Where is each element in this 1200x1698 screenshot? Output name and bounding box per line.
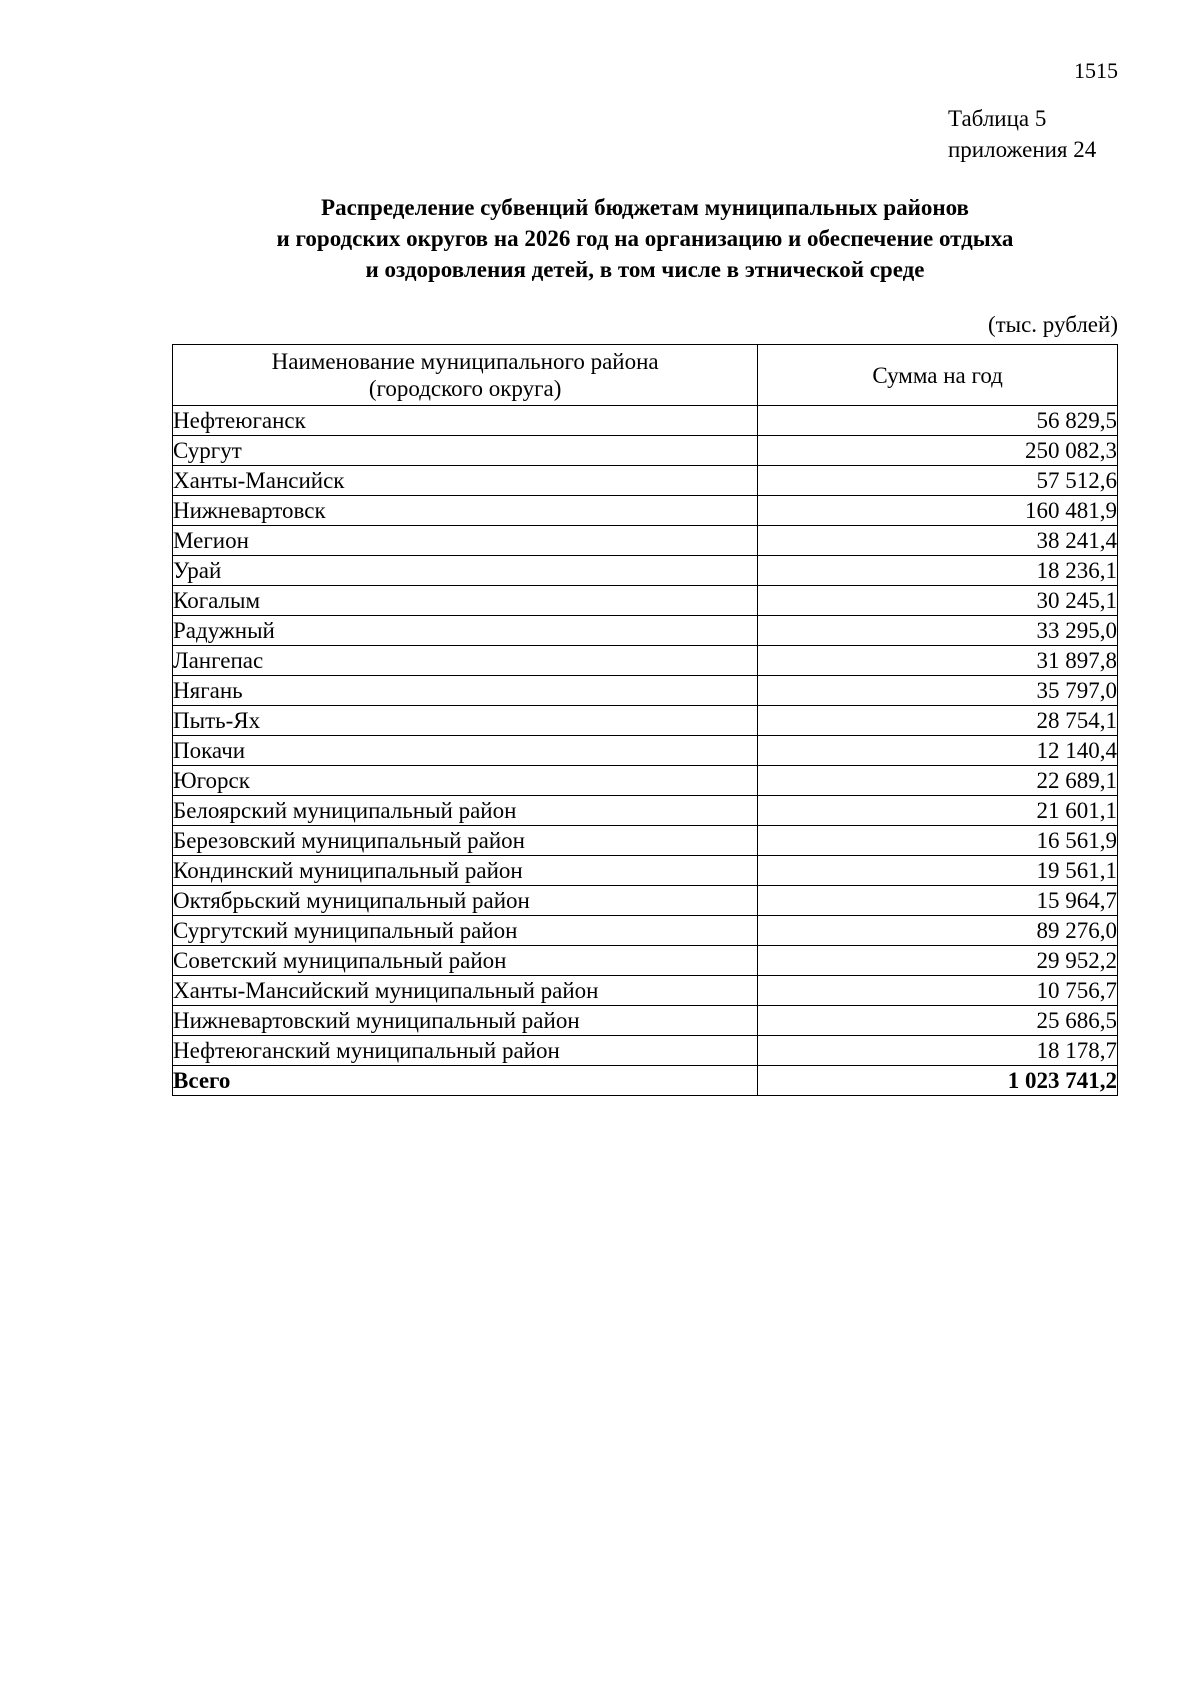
annual-sum-value: 160 481,9	[758, 496, 1118, 526]
table-row	[173, 736, 1118, 766]
municipality-name: Белоярский муниципальный район	[173, 796, 758, 826]
municipality-name: Покачи	[173, 736, 758, 766]
annual-sum-value: 33 295,0	[758, 616, 1118, 646]
table-reference-number: Таблица 5	[948, 106, 1047, 131]
unit-note: (тыс. рублей)	[987, 312, 1118, 337]
table-row	[173, 856, 1118, 886]
page-number: 1515	[1074, 58, 1118, 83]
annual-sum-value: 89 276,0	[758, 916, 1118, 946]
annual-sum-value: 28 754,1	[758, 706, 1118, 736]
annual-sum-value: 25 686,5	[758, 1006, 1118, 1036]
annual-sum-value: 10 756,7	[758, 976, 1118, 1006]
municipality-name: Югорск	[173, 766, 758, 796]
municipality-name: Нижневартовск	[173, 496, 758, 526]
municipality-name: Сургутский муниципальный район	[173, 916, 758, 946]
annual-sum-value: 250 082,3	[758, 436, 1118, 466]
municipality-name: Ханты-Мансийский муниципальный район	[173, 976, 758, 1006]
table-row	[173, 676, 1118, 706]
municipality-name: Нижневартовский муниципальный район	[173, 1006, 758, 1036]
table-row	[173, 1036, 1118, 1066]
table-row	[173, 496, 1118, 526]
municipality-name: Когалым	[173, 586, 758, 616]
municipality-name: Радужный	[173, 616, 758, 646]
annual-sum-value: 30 245,1	[758, 586, 1118, 616]
table-row	[173, 766, 1118, 796]
annual-sum-value: 19 561,1	[758, 856, 1118, 886]
annual-sum-value: 22 689,1	[758, 766, 1118, 796]
table-row	[173, 526, 1118, 556]
municipality-name: Сургут	[173, 436, 758, 466]
annual-sum-value: 29 952,2	[758, 946, 1118, 976]
municipality-name: Нягань	[173, 676, 758, 706]
annual-sum-value: 31 897,8	[758, 646, 1118, 676]
municipality-name: Лангепас	[173, 646, 758, 676]
annual-sum-value: 21 601,1	[758, 796, 1118, 826]
annual-sum-value: 57 512,6	[758, 466, 1118, 496]
annual-sum-value: 35 797,0	[758, 676, 1118, 706]
municipality-name: Ханты-Мансийск	[173, 466, 758, 496]
annual-sum-value: 15 964,7	[758, 886, 1118, 916]
header-municipality-name	[173, 345, 758, 406]
table-body	[173, 406, 1118, 1096]
table-row	[173, 436, 1118, 466]
annual-sum-value: 16 561,9	[758, 826, 1118, 856]
table-header-row	[173, 345, 1118, 406]
total-row	[173, 1066, 1118, 1096]
table-reference-appendix: приложения 24	[948, 137, 1097, 162]
table-row	[173, 796, 1118, 826]
table-row	[173, 556, 1118, 586]
annual-sum-value: 56 829,5	[758, 406, 1118, 436]
header-annual-sum: Сумма на год	[758, 345, 1118, 406]
table-row	[173, 706, 1118, 736]
table-row	[173, 586, 1118, 616]
municipality-name: Березовский муниципальный район	[173, 826, 758, 856]
table-row	[173, 1006, 1118, 1036]
municipality-name: Нефтеюганск	[173, 406, 758, 436]
total-value: 1 023 741,2	[758, 1066, 1118, 1096]
document-title	[172, 192, 1118, 285]
municipality-name: Пыть-Ях	[173, 706, 758, 736]
table-row	[173, 946, 1118, 976]
header-name-line-2: (городского округа)	[368, 376, 562, 401]
municipality-name: Советский муниципальный район	[173, 946, 758, 976]
table-row	[173, 646, 1118, 676]
table-row	[173, 916, 1118, 946]
header-name-line-1: Наименование муниципального района	[271, 349, 659, 374]
annual-sum-value: 18 236,1	[758, 556, 1118, 586]
annual-sum-value: 18 178,7	[758, 1036, 1118, 1066]
municipality-name: Урай	[173, 556, 758, 586]
table-row	[173, 466, 1118, 496]
table-row	[173, 616, 1118, 646]
subvention-table	[172, 344, 1118, 1096]
municipality-name: Мегион	[173, 526, 758, 556]
table-row	[173, 406, 1118, 436]
table-row	[173, 976, 1118, 1006]
municipality-name: Нефтеюганский муниципальный район	[173, 1036, 758, 1066]
title-line-1: Распределение субвенций бюджетам муниципальных районов	[321, 195, 969, 220]
annual-sum-value: 38 241,4	[758, 526, 1118, 556]
table-row	[173, 886, 1118, 916]
municipality-name: Октябрьский муниципальный район	[173, 886, 758, 916]
annual-sum-value: 12 140,4	[758, 736, 1118, 766]
title-line-3: и оздоровления детей, в том числе в этнической среде	[365, 257, 925, 282]
table-row	[173, 826, 1118, 856]
table-reference	[948, 103, 1096, 165]
municipality-name: Кондинский муниципальный район	[173, 856, 758, 886]
title-line-2: и городских округов на 2026 год на организацию и обеспечение отдыха	[276, 226, 1014, 251]
total-label: Всего	[173, 1066, 758, 1096]
